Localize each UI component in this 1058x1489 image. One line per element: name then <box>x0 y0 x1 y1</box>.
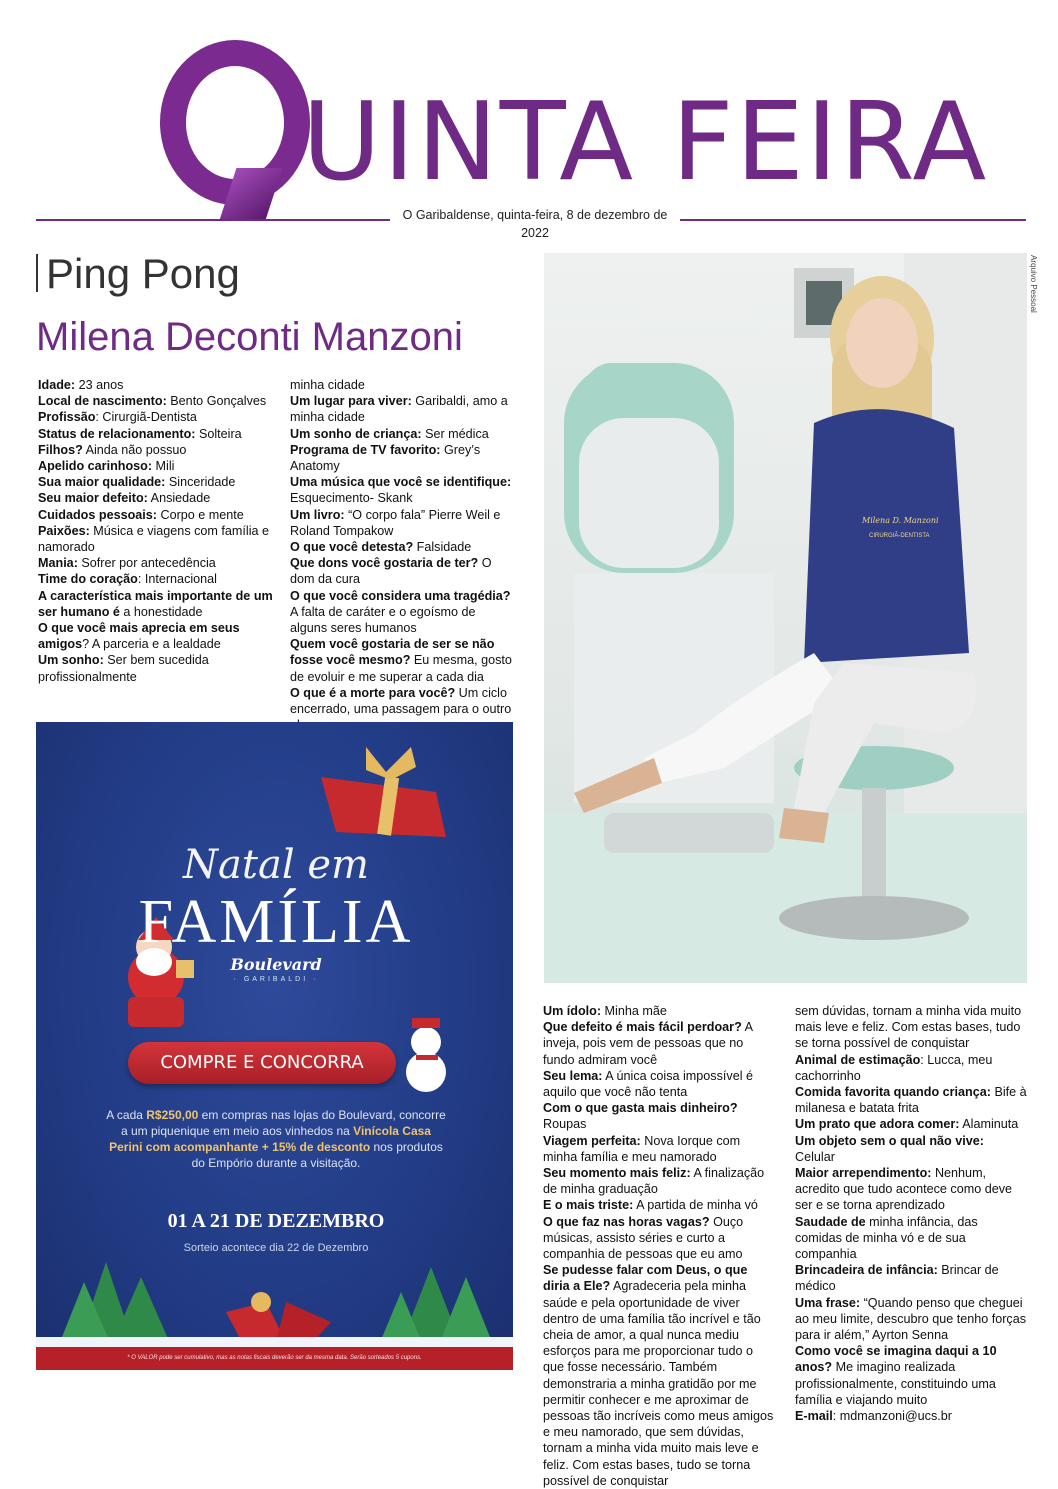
interview-question: O que você considera uma tragédia? <box>290 588 511 603</box>
coat-title: CIRURGIÃ-DENTISTA <box>869 533 930 539</box>
interview-question: Que defeito é mais fácil perdoar? <box>543 1020 742 1035</box>
portrait-illustration <box>544 253 1027 983</box>
interview-answer: “O corpo fala” Pierre Weil e Roland Tompakow <box>290 507 501 538</box>
interview-answer: Ser bem sucedida profissionalmente <box>38 653 209 684</box>
interview-question: Quem você gostaria de ser se não fosse você mesmo? <box>290 637 495 668</box>
chair-back-inner <box>579 418 719 568</box>
column-2-lead: minha cidade <box>290 378 365 392</box>
interview-answer: Brincar de médico <box>795 1263 999 1294</box>
interview-item <box>543 1214 775 1263</box>
ad-body-mid: em compras nas lojas do Boulevard, concorre a um piquenique em meio aos vinhedos na <box>121 1108 446 1138</box>
interview-item <box>795 1133 1027 1165</box>
interview-question: Seu momento mais feliz: <box>543 1166 691 1181</box>
interview-answer: A partida de minha vó <box>633 1198 758 1213</box>
interview-answer: Um ciclo encerrado, uma passagem para o outro <box>290 685 512 717</box>
interview-question: Um objeto sem o qual não vive: <box>795 1133 984 1148</box>
interview-answer: : Lucca, meu cachorrinho <box>795 1052 993 1083</box>
interview-item <box>290 393 516 425</box>
interview-question: Se pudesse falar com Deus, o que diria a Ele? <box>543 1263 748 1294</box>
interview-item <box>543 1262 775 1489</box>
interview-answer: Me imagino realizada profissionalmente, constituindo uma família e viajando muito <box>795 1360 996 1407</box>
interview-question: Saudade de <box>795 1214 866 1229</box>
interview-item <box>38 377 274 393</box>
section-title-text: Ping Pong <box>46 250 240 297</box>
interview-answer: A única coisa impossível é aquilo que você não tenta <box>543 1068 754 1100</box>
masthead-title: UINTA FEIRA <box>302 80 989 205</box>
interview-answer: A falta de caráter e o egoísmo de alguns seres humanos <box>290 604 476 636</box>
interview-question: E-mail <box>795 1409 833 1424</box>
stool-base <box>779 896 969 940</box>
interview-question: Filhos? <box>38 442 83 457</box>
interview-answer: Falsidade <box>413 540 472 555</box>
gift-icon <box>321 747 446 837</box>
ad-body-venue: Vinícola Casa Perini com acompanhante + 15% de desconto <box>109 1124 431 1154</box>
interview-item <box>290 588 516 637</box>
interview-answer: A finalização de minha graduação <box>543 1166 765 1197</box>
interview-answer: Agradeceria pela minha saúde e pela oportunidade de viver dentro de uma família tão incrível e tão cheia de amor, a qual nunca mediu esforços para me proporcionar tudo o que fosse necessário. Também demonstraria a minha gratidão por me permitir conhecer e me aproximar de pessoas tão incríveis como meus amigos e meu namorado, que sem dúvidas, tornam a minha vida muito mais leve e feliz. Com estas bases, tudo se torna possível de conquistar <box>543 1279 774 1488</box>
ad-draw-date: Sorteio acontece dia 22 de Dezembro <box>183 1242 369 1254</box>
interview-item <box>290 426 516 442</box>
ad-body-text <box>106 1107 446 1171</box>
ad-script-title: Natal em <box>183 842 369 888</box>
interview-answer: Alaminuta <box>959 1117 1019 1132</box>
stool-pole <box>862 788 886 908</box>
interview-item <box>795 1116 1027 1132</box>
interview-item <box>38 458 274 474</box>
interview-question: Que dons você gostaria de ter? <box>290 556 479 571</box>
interview-item <box>543 1068 775 1100</box>
chair-foot <box>604 813 774 853</box>
interview-item <box>795 1052 1027 1084</box>
interview-answer: Corpo e mente <box>156 507 244 522</box>
ad-headline: FAMÍLIA <box>138 888 414 956</box>
section-title <box>36 250 240 298</box>
interview-answer: Sofrer por antecedência <box>77 556 216 571</box>
ad-body-amount: R$250,00 <box>146 1108 199 1122</box>
interview-item <box>543 1019 775 1068</box>
interview-question: Comida favorita quando criança: <box>795 1085 991 1100</box>
interview-question: O que faz nas horas vagas? <box>543 1214 710 1229</box>
interview-question: E o mais triste: <box>543 1198 634 1213</box>
ad-footer-disclaimer: * O VALOR pode ser cumulativo, mas as notas fiscais deverão ser da mesma data. Serão sorteados 5 cupons. <box>36 1347 513 1370</box>
interview-answer: Mili <box>152 459 175 474</box>
interview-question: Idade: <box>38 378 76 392</box>
interview-item <box>38 523 274 555</box>
dateline: O Garibaldense, quinta-feira, 8 de dezembro de 2022 <box>390 206 680 224</box>
interview-item <box>290 474 516 506</box>
interview-item <box>543 1133 775 1165</box>
interview-question: Paixões: <box>38 523 90 538</box>
interview-item <box>38 571 274 587</box>
interview-item <box>38 652 274 684</box>
compre-e-concorra-banner[interactable]: COMPRE E CONCORRA <box>128 1042 396 1084</box>
interview-answer: Garibaldi, amo a minha cidade <box>290 394 508 425</box>
interview-item <box>543 1100 775 1132</box>
interview-question: Brincadeira de infância: <box>795 1263 938 1278</box>
christmas-advertisement[interactable] <box>36 722 513 1370</box>
interview-item <box>543 1165 775 1197</box>
interview-item <box>38 442 274 458</box>
interview-item <box>290 539 516 555</box>
interview-item <box>795 1295 1027 1344</box>
interview-item <box>38 426 274 442</box>
interview-item <box>38 393 274 409</box>
interview-answer: Eu mesma, gosto de evoluir e me superar a cada dia <box>290 653 512 684</box>
interview-column-2 <box>290 377 516 733</box>
interview-answer: Sinceridade <box>165 475 236 490</box>
interview-answer: Minha mãe <box>601 1004 667 1018</box>
interview-item <box>795 1262 1027 1294</box>
interview-question: Um lugar para viver: <box>290 394 412 409</box>
interview-answer: Nenhum, acredito que tudo acontece como deve ser e se torna aprendizado <box>795 1166 1013 1213</box>
interview-question: A característica mais importante de um ser humano é <box>38 588 273 619</box>
interview-question: Uma música que você se identifique: <box>290 475 512 490</box>
interview-answer: 23 anos <box>75 378 124 392</box>
interview-answer: O dom da cura <box>290 556 492 587</box>
interview-question: O que é a morte para você? <box>290 685 456 700</box>
interview-answer: Ser médica <box>421 426 489 441</box>
interview-item <box>795 1165 1027 1214</box>
interview-question: Seu lema: <box>543 1068 603 1083</box>
photo-credit: Arquivo Pessoal <box>1029 255 1038 313</box>
interview-question: Seu maior defeito: <box>38 491 148 506</box>
interview-question: Uma frase: <box>795 1295 861 1310</box>
interview-answer: A inveja, pois vem de pessoas que no fundo admiram você <box>543 1020 753 1067</box>
interview-question: Um ídolo: <box>543 1004 602 1018</box>
interview-question: Um sonho de criança: <box>290 426 422 441</box>
interview-answer: a honestidade <box>119 604 203 619</box>
interview-answer: Ouço músicas, assisto séries e curto a companhia de pessoas que eu amo <box>543 1214 744 1262</box>
interview-question: Programa de TV favorito: <box>290 442 441 457</box>
ad-brand: Boulevard <box>230 955 322 974</box>
interview-answer: Bife à milanesa e batata frita <box>795 1085 1027 1116</box>
interview-answer: Grey’s Anatomy <box>290 442 481 474</box>
person-name: Milena Deconti Manzoni <box>36 315 463 359</box>
interview-answer: Música e viagens com família e namorado <box>38 523 269 555</box>
interview-item <box>38 409 274 425</box>
face <box>846 298 918 388</box>
interview-item <box>38 555 274 571</box>
interview-item <box>38 474 274 490</box>
interview-question: Um livro: <box>290 507 345 522</box>
ad-brand-sub: · GARIBALDI · <box>233 976 319 983</box>
interview-question: O que você mais aprecia em seus amigos <box>38 621 240 652</box>
ad-body-pre: A cada <box>106 1108 147 1122</box>
interview-item <box>543 1197 775 1213</box>
ad-dates: 01 A 21 DE DEZEMBRO <box>167 1210 385 1232</box>
interview-item <box>290 442 516 474</box>
interview-question: Time do coração <box>38 572 138 587</box>
interview-question: Status de relacionamento: <box>38 426 196 441</box>
interview-answer: Esquecimento- Skank <box>290 491 413 506</box>
interview-answer: : Internacional <box>137 572 217 587</box>
masthead <box>0 0 1058 240</box>
interview-answer: Celular <box>795 1149 835 1164</box>
interview-question: Um sonho: <box>38 653 104 668</box>
interview-answer: Ansiedade <box>147 491 211 506</box>
interview-item <box>290 555 516 587</box>
interview-item <box>795 1408 1027 1424</box>
interview-item <box>290 636 516 685</box>
interview-item <box>543 1003 775 1019</box>
interview-column-1 <box>38 377 274 685</box>
interview-question: Com o que gasta mais dinheiro? <box>543 1101 738 1116</box>
interview-answer: Ainda não possuo <box>82 442 187 457</box>
interview-answer: minha infância, das comidas de minha vó e de sua companhia <box>795 1214 978 1262</box>
interview-question: O que você detesta? <box>290 540 414 555</box>
interview-question: Animal de estimação <box>795 1052 921 1067</box>
interview-question: Maior arrependimento: <box>795 1166 932 1181</box>
interview-item <box>38 588 274 620</box>
interview-item <box>38 507 274 523</box>
interview-column-3 <box>543 1003 775 1489</box>
interview-question: Cuidados pessoais: <box>38 507 157 522</box>
portrait-photo <box>544 253 1027 983</box>
interview-answer: “Quando penso que cheguei ao meu limite, descubro que tenho forças para ir além,” Ayrton Senna <box>795 1295 1027 1343</box>
interview-question: Profissão <box>38 410 96 425</box>
chair-headrest <box>584 363 654 418</box>
interview-question: Sua maior qualidade: <box>38 475 166 490</box>
interview-answer: : Cirurgiã-Dentista <box>95 410 197 425</box>
interview-question: Mania: <box>38 556 78 571</box>
interview-answer: : mdmanzoni@ucs.br <box>832 1409 952 1424</box>
interview-answer: ? A parceria e a lealdade <box>82 637 221 652</box>
interview-answer: Bento Gonçalves <box>166 394 267 409</box>
interview-question: Viagem perfeita: <box>543 1133 641 1148</box>
interview-question: Como você se imagina daqui a 10 anos? <box>795 1344 997 1375</box>
column-4-lead: sem dúvidas, tornam a minha vida muito mais leve e feliz. Com estas bases, tudo se torna possível de conquistar <box>795 1004 1022 1051</box>
interview-item <box>38 490 274 506</box>
interview-answer: Roupas <box>543 1117 587 1132</box>
shoe-back <box>779 808 829 843</box>
interview-question: Um prato que adora comer: <box>795 1117 960 1132</box>
section-title-bar <box>36 254 38 292</box>
interview-answer: Nova Iorque com minha família e meu namorado <box>543 1133 741 1164</box>
coat-name: Milena D. Manzoni <box>862 516 939 525</box>
interview-column-4 <box>795 1003 1027 1424</box>
interview-answer: Solteira <box>195 426 242 441</box>
interview-item <box>290 507 516 539</box>
interview-item <box>795 1343 1027 1408</box>
interview-item <box>38 620 274 652</box>
snowman-icon <box>406 1018 446 1092</box>
interview-question: Local de nascimento: <box>38 394 167 409</box>
interview-question: Apelido carinhoso: <box>38 459 153 474</box>
interview-item <box>795 1084 1027 1116</box>
interview-item <box>795 1214 1027 1263</box>
ad-body-post: nos produtos do Empório durante a visitação. <box>191 1140 443 1170</box>
